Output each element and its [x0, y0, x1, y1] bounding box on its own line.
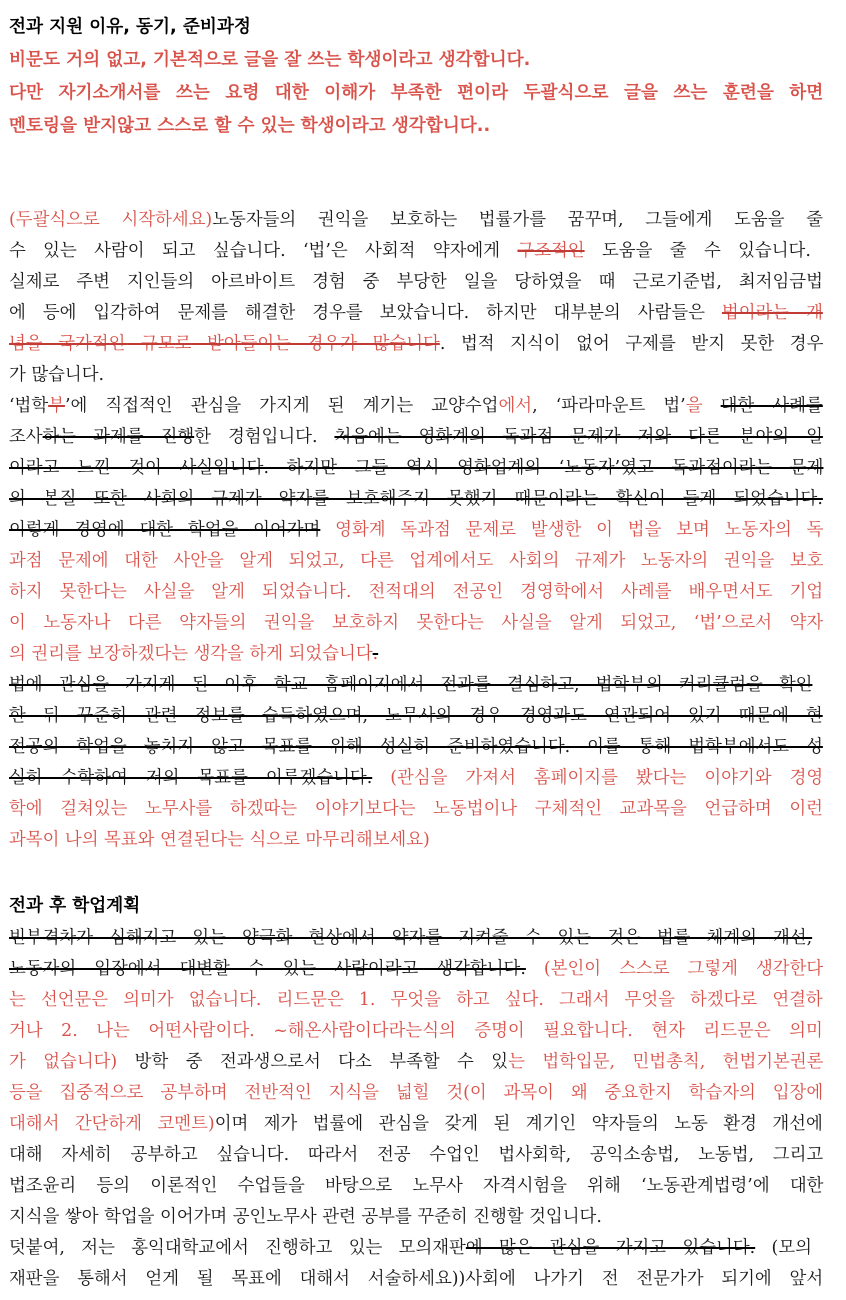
struck-text: 에 많은 관심을 가지고 있습니다. [465, 1238, 756, 1258]
struck-text: 의 본질 또한 사회의 규제가 약자를 보호해주지 못했기 때문이라는 확신이 들게 되었습니다. [9, 489, 823, 509]
essay-line: (두괄식으로 시작하세요)노동자들의 권익을 보호하는 법률가를 꿈꾸며, 그들에게 도움을 줄 [9, 210, 823, 230]
struck-text: 실히 수학하여 저의 목표를 이루겠습니다. [9, 768, 373, 788]
essay-line: 재판을 통해서 얻게 될 목표에 대해서 서술하세요))사회에 나가기 전 전문가가 되기에 앞서 [9, 1269, 824, 1289]
essay-line: 이 노동자나 다른 약자들의 권익을 보호하지 못한다는 사실을 알게 되었고, ‘법’으로서 약자 [9, 613, 824, 633]
essay-line: 거나 2. 나는 어떤사람이다. ~해온사람이다라는식의 증명이 필요합니다. 현자 리드문은 의미 [9, 1021, 823, 1041]
essay-line [9, 453, 823, 484]
essay-line: 는 선언문은 의미가 없습니다. 리드문은 1. 무엇을 하고 싶다. 그래서 무엇을 하겠다로 연결하 [9, 990, 823, 1010]
struck-text: 노동자의 입장에서 대변할 수 있는 사람이라고 생각합니다. [9, 959, 526, 979]
essay-line [9, 484, 823, 515]
essay-line: ‘법학부’에 직접적인 관심을 가지게 된 계기는 교양수업에서, ‘파라마운트 법’을 대한 사례를 [9, 396, 823, 416]
essay-paragraph-1 [9, 205, 823, 856]
essay-line: 에 등에 입각하여 문제를 해결한 경우를 보았습니다. 하지만 대부분의 사람들은 법이라는 개 [9, 303, 823, 323]
struck-text: 법에 관심을 가지게 된 이후 학교 홈페이지에서 전과를 결심하고, 법학부의 커리큘럼을 확인 [9, 675, 813, 695]
struck-text: 빈부격차가 심해지고 있는 양극화 현상에서 약자를 지켜줄 수 있는 것은 법률 체계의 개선, [9, 928, 813, 948]
essay-line: 등을 집중적으로 공부하며 전반적인 지식을 넓힐 것(이 과목이 왜 중요한지 학습자의 입장에 [9, 1083, 824, 1103]
section-title-study-plan: 전과 후 학업계획 [9, 896, 141, 916]
essay-line: 실제로 주변 지인들의 아르바이트 경험 중 부당한 일을 당하였을 때 근로기준법, 최저임금법 [9, 272, 823, 292]
struck-edit: 구조적인 [517, 241, 585, 261]
essay-line [9, 923, 823, 954]
essay-line: 대해서 간단하게 코멘트)이며 제가 법률에 관심을 갖게 된 계기인 약자들의 노동 환경 개선에 [9, 1114, 823, 1134]
essay-line [9, 954, 823, 985]
struck-edit: 부 [48, 396, 65, 416]
essay-line: 법조윤리 등의 이론적인 수업들을 바탕으로 노무사 자격시험을 위해 ‘노동관계법령’에 대한 [9, 1176, 824, 1196]
struck-text: 전공의 학업을 놓치지 않고 목표를 위해 성실히 준비하였습니다. 이를 통해 법학부에서도 성 [9, 737, 823, 757]
essay-line [9, 732, 823, 763]
essay-line: 가 많습니다. [9, 365, 105, 385]
essay-line [9, 701, 823, 732]
struck-text: 이렇게 경영에 대한 학업을 이어가며 [9, 520, 321, 540]
essay-line [9, 515, 823, 546]
essay-line: 가 없습니다) 방학 중 전과생으로서 다소 부족할 수 있는 법학입문, 민법총칙, 헌법기본권론 [9, 1052, 824, 1072]
essay-line: 수 있는 사람이 되고 싶습니다. ‘법’은 사회적 약자에게 구조적인 도움을 줄 수 있습니다. [9, 241, 811, 261]
struck-edit: 법이라는 개 [721, 303, 823, 323]
struck-text: 처음에는 영화계의 독과점 문제가 저와 다른 분야의 일 [334, 427, 823, 447]
essay-line: 과목이 나의 목표와 연결된다는 식으로 마무리해보세요) [9, 830, 430, 850]
essay-line: 념을 국가적인 규모로 받아들이는 경우가 많습니다. 법적 지식이 없어 구제를 받지 못한 경우 [9, 334, 824, 354]
struck-text: 하는 과제를 진행 [42, 427, 195, 447]
blank-space [9, 143, 823, 205]
struck-text: 한 뒤 꾸준히 관련 정보를 습득하였으며, 노무사의 경우 경영과도 연관되어 있기 때문에 현 [9, 706, 823, 726]
struck-edit: 념을 국가적인 규모로 받아들이는 경우가 많습니다 [9, 334, 440, 354]
essay-paragraph-2 [9, 923, 823, 1295]
inline-comment: (본인이 스스로 그렇게 생각한다 [525, 959, 824, 979]
essay-line [9, 763, 823, 794]
essay-line: 학에 걸쳐있는 노무사를 하겠따는 이야기보다는 노동법이나 구체적인 교과목을 언급하며 이런 [9, 799, 823, 819]
feedback-line: 다만 자기소개서를 쓰는 요령 대한 이해가 부족한 편이라 두괄식으로 글을 쓰는 훈련을 하면 [9, 83, 824, 103]
inserted-text: 영화계 독과점 문제로 발생한 이 법을 보며 노동자의 독 [320, 520, 824, 540]
inline-comment: (관심을 가져서 홈페이지를 봤다는 이야기와 경영 [372, 768, 824, 788]
essay-line [9, 670, 823, 701]
essay-line: 의 권리를 보장하겠다는 생각을 하게 되었습니다. [9, 644, 379, 664]
essay-line: 조사하는 과제를 진행한 경험입니다. 처음에는 영화계의 독과점 문제가 저와 다른 분야의 일 [9, 427, 823, 447]
mentor-feedback-summary [9, 44, 823, 143]
essay-line: 하지 못한다는 사실을 알게 되었습니다. 전적대의 전공인 경영학에서 사례를 배우면서도 기업 [9, 582, 824, 602]
essay-line: 덧붙여, 저는 홍익대학교에서 진행하고 있는 모의재판에 많은 관심을 가지고 있습니다. (모의 [9, 1238, 812, 1258]
document-page [9, 10, 823, 1295]
struck-text: 이라고 느낀 것이 사실입니다. 하지만 그들 역시 영화업계의 ‘노동자’였고 독과점이라는 문제 [9, 458, 824, 478]
section-title-application-reason: 전과 지원 이유, 동기, 준비과정 [9, 17, 251, 37]
inline-comment: (두괄식으로 시작하세요) [9, 210, 213, 230]
essay-line: 지식을 쌓아 학업을 이어가며 공인노무사 관련 공부를 꾸준히 진행할 것입니다. [9, 1207, 602, 1227]
feedback-line: 멘토링을 받지않고 스스로 할 수 있는 학생이라고 생각합니다.. [9, 116, 491, 136]
struck-text: 대한 사례를 [720, 396, 823, 416]
essay-line: 과점 문제에 대한 사안을 알게 되었고, 다른 업계에서도 사회의 규제가 노동자의 권익을 보호 [9, 551, 824, 571]
essay-line: 대해 자세히 공부하고 싶습니다. 따라서 전공 수업인 법사회학, 공익소송법, 노동법, 그리고 [9, 1145, 824, 1165]
blank-space [9, 856, 823, 887]
feedback-line: 비문도 거의 없고, 기본적으로 글을 잘 쓰는 학생이라고 생각합니다. [9, 50, 531, 70]
